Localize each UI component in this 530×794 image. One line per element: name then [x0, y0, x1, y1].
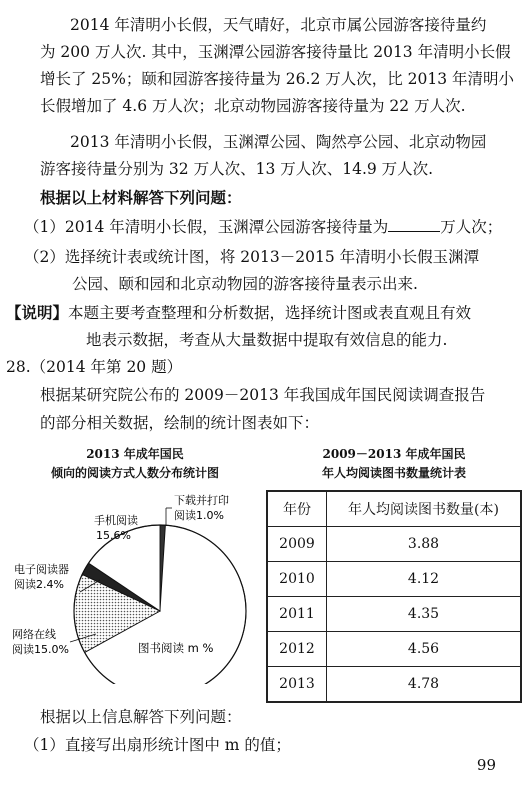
cell-value: 4.35: [327, 597, 522, 632]
note-text-1: 本题主要考查整理和分析数据，选择统计图或表直观且有效: [68, 304, 472, 322]
cell-value: 3.88: [327, 527, 522, 562]
label-online-2: 阅读15.0%: [12, 643, 69, 656]
question-2-line1: （2）选择统计表或统计图，将 2013－2015 年清明小长假玉渊潭: [24, 248, 480, 266]
para2-line2: 游客接待量分别为 32 万人次、13 万人次、14.9 万人次.: [40, 160, 434, 178]
para1-line2: 为 200 万人次. 其中，玉渊潭公园游客接待量比 2013 年清明小长假: [40, 43, 511, 61]
label-download-2: 阅读1.0%: [174, 509, 224, 522]
question-1: [24, 216, 502, 238]
label-phone-2: 15.6%: [96, 529, 131, 542]
cell-value: 4.12: [327, 562, 522, 597]
cell-year: 2011: [267, 597, 327, 632]
header-value: 年人均阅读图书数量(本): [327, 491, 522, 527]
answer-blank: [388, 217, 440, 232]
label-download-1: 下载并打印: [174, 494, 229, 507]
page-number: 99: [476, 756, 496, 774]
q1-suffix: 万人次；: [440, 218, 503, 236]
label-online-1: 网络在线: [12, 628, 56, 641]
para2-line1: 2013 年清明小长假，玉渊潭公园、陶然亭公园、北京动物园: [70, 133, 487, 151]
header-year: 年份: [267, 491, 327, 527]
note-tag: 【说明】: [6, 303, 69, 322]
pie-title-line1: 2013 年成年国民: [86, 447, 184, 461]
pie-title-line2: 倾向的阅读方式人数分布统计图: [50, 466, 219, 480]
note-line2: 地表示数据，考查从大量数据中提取有效信息的能力.: [86, 331, 448, 349]
para1-line3: 增长了 25%；颐和园游客接待量为 26.2 万人次，比 2013 年清明小: [40, 70, 515, 88]
cell-year: 2012: [267, 632, 327, 667]
question-28-line2: 的部分相关数据，绘制的统计图表如下：: [40, 414, 320, 432]
label-phone-1: 手机阅读: [94, 514, 138, 527]
pie-chart: [0, 484, 264, 684]
prompt-2: 根据以上信息解答下列问题：: [40, 708, 242, 726]
table-row: [267, 632, 521, 667]
table-row: [267, 527, 521, 562]
prompt-1: 根据以上材料解答下列问题：: [40, 188, 242, 207]
reading-table: [266, 490, 522, 703]
label-ereader-2: 阅读2.4%: [14, 578, 64, 591]
question-28-header: 28.（2014 年第 20 题）: [6, 358, 183, 376]
cell-year: 2013: [267, 667, 327, 703]
q1-prefix: （1）2014 年清明小长假，玉渊潭公园游客接待量为: [24, 218, 389, 236]
cell-value: 4.78: [327, 667, 522, 703]
question-last: （1）直接写出扇形统计图中 m 的值；: [24, 736, 291, 754]
table-title-line1: 2009－2013 年成年国民: [322, 447, 466, 461]
table-title-line2: 年人均阅读图书数量统计表: [321, 466, 466, 480]
table-row: [267, 597, 521, 632]
cell-value: 4.56: [327, 632, 522, 667]
cell-year: 2009: [267, 527, 327, 562]
note-line1: [6, 302, 471, 324]
table-row: [267, 667, 521, 703]
question-28-line1: 根据某研究院公布的 2009－2013 年我国成年国民阅读调查报告: [40, 386, 486, 404]
para1-line1: 2014 年清明小长假，天气晴好，北京市属公园游客接待量约: [70, 16, 487, 34]
question-2-line2: 公园、颐和园和北京动物园的游客接待量表示出来.: [72, 275, 418, 293]
label-ereader-1: 电子阅读器: [14, 563, 69, 576]
table-row: [267, 562, 521, 597]
label-book: 图书阅读 m %: [138, 641, 214, 655]
table-header-row: [267, 491, 521, 527]
cell-year: 2010: [267, 562, 327, 597]
para1-line4: 长假增加了 4.6 万人次；北京动物园游客接待量为 22 万人次.: [40, 97, 466, 115]
